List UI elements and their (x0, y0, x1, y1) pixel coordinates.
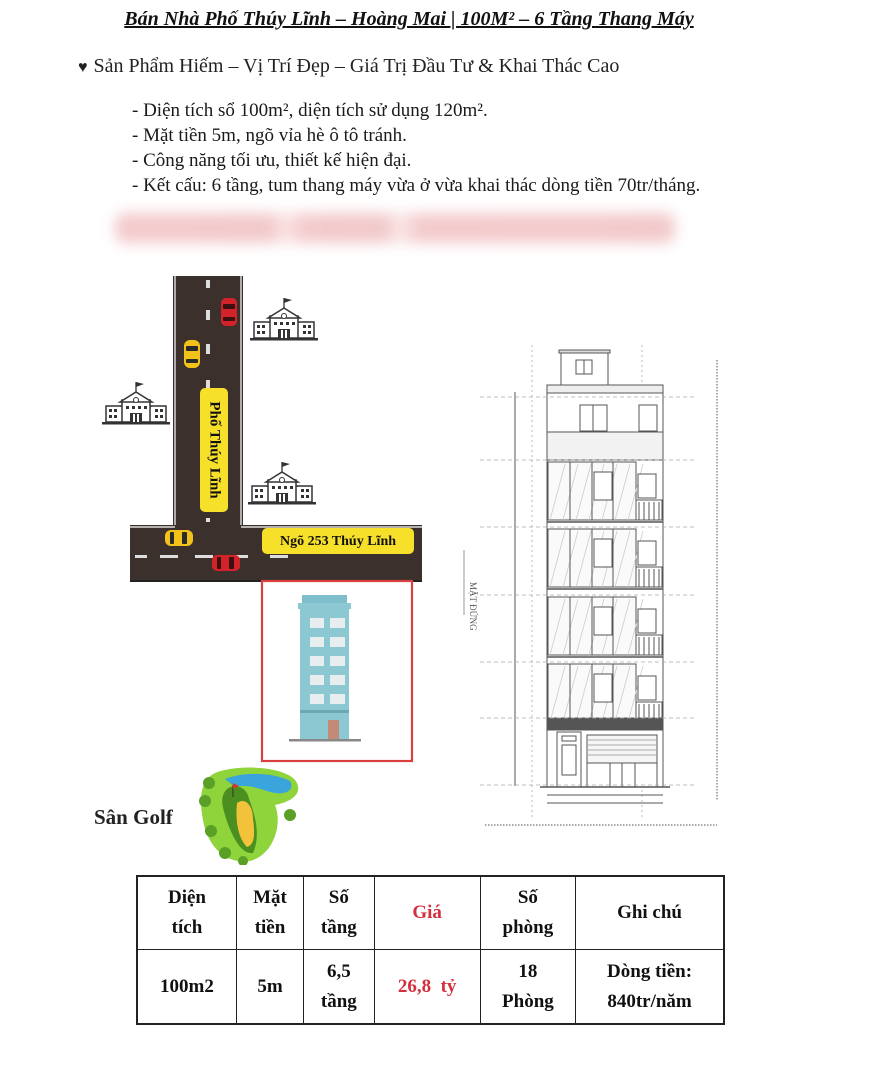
school-icon (250, 298, 318, 341)
header-floors: Số tầng (304, 876, 375, 950)
feature-item: - Kết cấu: 6 tầng, tum thang máy vừa ở vừa khai thác dòng tiền 70tr/tháng. (132, 175, 701, 196)
listing-title: Bán Nhà Phố Thúy Lĩnh – Hoàng Mai | 100M² – 6 Tầng Thang Máy (124, 8, 694, 30)
school-icon (102, 382, 170, 425)
table-header-row (137, 876, 724, 950)
feature-item: - Công năng tối ưu, thiết kế hiện đại. (132, 150, 412, 171)
header-price: Giá (374, 876, 480, 950)
car-icon (212, 555, 240, 571)
header-notes: Ghi chú (576, 876, 724, 950)
heart-icon: ♥ (78, 59, 88, 76)
cell-rooms: 18 Phòng (480, 950, 575, 1025)
car-icon (184, 340, 200, 368)
cell-floors: 6,5 tầng (304, 950, 375, 1025)
location-map (95, 270, 435, 770)
golf-label: Sân Golf (94, 805, 173, 829)
feature-item: - Mặt tiền 5m, ngõ vỉa hè ô tô tránh. (132, 125, 407, 146)
car-icon (221, 298, 237, 326)
redacted-text-band (115, 213, 675, 243)
cell-frontage: 5m (236, 950, 303, 1025)
cell-price: 26,8 tỷ (374, 950, 480, 1025)
subtitle-text: Sản Phẩm Hiếm – Vị Trí Đẹp – Giá Trị Đầu Tư & Khai Thác Cao (93, 55, 620, 77)
subtitle (78, 55, 619, 78)
apartment-building-icon (289, 595, 361, 742)
elevation-label: MẶT ĐỨNG (468, 582, 478, 631)
header-frontage: Mặt tiền (236, 876, 303, 950)
cell-notes: Dòng tiền: 840tr/năm (576, 950, 724, 1025)
property-spec-table (136, 875, 725, 1025)
header-rooms: Số phòng (480, 876, 575, 950)
building-elevation-drawing (455, 340, 745, 840)
table-row (137, 950, 724, 1025)
school-icon (248, 462, 316, 505)
feature-item: - Diện tích sổ 100m², diện tích sử dụng 120m². (132, 100, 488, 121)
cell-area: 100m2 (137, 950, 236, 1025)
feature-list (132, 98, 700, 198)
main-street-label: Phố Thúy Lĩnh (206, 401, 223, 499)
golf-course-icon (195, 765, 305, 865)
alley-label: Ngõ 253 Thúy Lĩnh (279, 534, 397, 550)
header-area: Diện tích (137, 876, 236, 950)
car-icon (165, 530, 193, 546)
